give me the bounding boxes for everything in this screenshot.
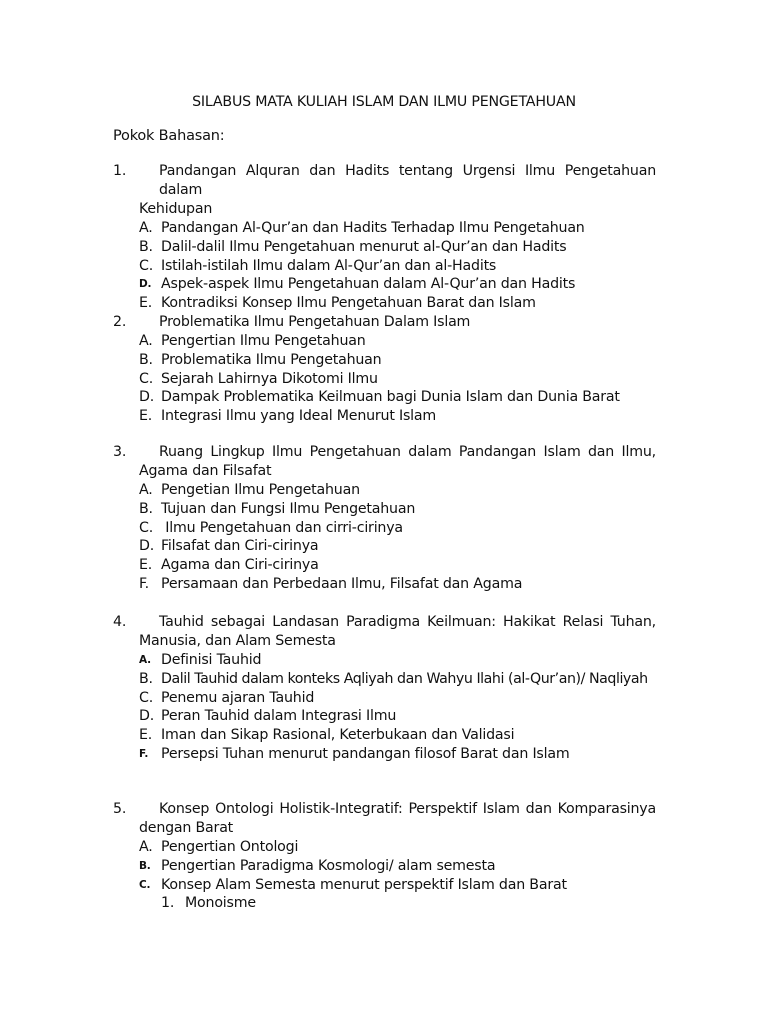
item-letter: E. xyxy=(139,557,153,574)
topic-title-continued: dengan Barat xyxy=(139,820,234,836)
item-letter: D. xyxy=(139,538,155,555)
topic-title: Tauhid sebagai Landasan Paradigma Keilmuan: Hakikat Relasi Tuhan, xyxy=(159,614,656,630)
item-text: Pengetian Ilmu Pengetahuan xyxy=(161,482,360,498)
list-item xyxy=(113,876,656,895)
topic-header xyxy=(113,162,656,219)
topic-section-5 xyxy=(113,800,656,913)
item-letter: B. xyxy=(139,670,153,687)
item-text: Penemu ajaran Tauhid xyxy=(161,689,315,706)
subtopic-list xyxy=(113,651,656,764)
item-text: Tujuan dan Fungsi Ilmu Pengetahuan xyxy=(161,500,416,517)
list-item xyxy=(113,351,656,370)
item-letter: B. xyxy=(139,859,151,872)
item-text: Persepsi Tuhan menurut pandangan filosof Barat dan Islam xyxy=(161,745,570,762)
list-item xyxy=(113,500,656,519)
topic-header xyxy=(113,613,656,651)
item-letter: D. xyxy=(139,278,152,291)
topic-number: 4. xyxy=(113,614,127,630)
item-letter: A. xyxy=(139,482,153,498)
topic-title-continued: Manusia, dan Alam Semesta xyxy=(139,633,336,649)
item-letter: A. xyxy=(139,220,153,236)
list-item xyxy=(113,726,656,745)
topic-number: 5. xyxy=(113,801,127,817)
topic-number: 3. xyxy=(113,444,127,460)
topic-section-1 xyxy=(113,162,656,313)
topic-header xyxy=(113,800,656,838)
item-text: Filsafat dan Ciri-cirinya xyxy=(161,538,319,555)
item-letter: C. xyxy=(139,370,154,387)
list-item xyxy=(113,219,656,238)
item-text: Iman dan Sikap Rasional, Keterbukaan dan Validasi xyxy=(161,727,515,744)
item-text: Problematika Ilmu Pengetahuan xyxy=(161,351,382,368)
item-text: Dalil Tauhid dalam konteks Aqliyah dan Wahyu Ilahi (al-Qur’an)/ Naqliyah xyxy=(161,670,648,687)
list-item xyxy=(113,275,656,294)
item-text: Aspek-aspek Ilmu Pengetahuan dalam Al-Qur’an dan Hadits xyxy=(161,276,576,293)
item-letter: D. xyxy=(139,708,155,725)
topic-section-3 xyxy=(113,443,656,594)
item-text: Ilmu Pengetahuan dan cirri-cirinya xyxy=(161,519,403,536)
topic-number: 2. xyxy=(113,314,127,330)
item-text: Pengertian Paradigma Kosmologi/ alam semesta xyxy=(161,857,496,874)
item-text: Istilah-istilah Ilmu dalam Al-Qur’an dan al-Hadits xyxy=(161,257,497,274)
item-text: Pandangan Al-Qur’an dan Hadits Terhadap Ilmu Pengetahuan xyxy=(161,220,585,236)
topic-header xyxy=(113,313,656,332)
item-text: Persamaan dan Perbedaan Ilmu, Filsafat dan Agama xyxy=(161,575,523,592)
list-item xyxy=(113,537,656,556)
topic-title-continued: Agama dan Filsafat xyxy=(139,463,272,479)
list-item xyxy=(113,238,656,257)
item-letter: A. xyxy=(139,333,153,349)
item-letter: E. xyxy=(139,408,153,425)
item-letter: C. xyxy=(139,519,154,536)
list-item xyxy=(113,707,656,726)
topic-number: 1. xyxy=(113,163,127,179)
item-letter: B. xyxy=(139,238,153,255)
nested-list-item xyxy=(113,894,656,913)
item-text: Kontradiksi Konsep Ilmu Pengetahuan Barat dan Islam xyxy=(161,295,536,312)
item-letter: C. xyxy=(139,257,154,274)
item-text: Definisi Tauhid xyxy=(161,652,262,668)
topic-header xyxy=(113,443,656,481)
list-item xyxy=(113,857,656,876)
topic-title: Pandangan Alquran dan Hadits tentang Urgensi Ilmu Pengetahuan dalam xyxy=(159,163,656,198)
item-letter: A. xyxy=(139,654,151,666)
list-item xyxy=(113,257,656,276)
item-letter: B. xyxy=(139,351,153,368)
item-text: Peran Tauhid dalam Integrasi Ilmu xyxy=(161,708,397,725)
list-item xyxy=(113,575,656,594)
item-text: Integrasi Ilmu yang Ideal Menurut Islam xyxy=(161,408,437,425)
item-letter: C. xyxy=(139,689,154,706)
list-item xyxy=(113,745,656,764)
subtopic-list xyxy=(113,219,656,313)
subtopic-list xyxy=(113,332,656,426)
list-item xyxy=(113,556,656,575)
list-item xyxy=(113,388,656,407)
topic-title: Problematika Ilmu Pengetahuan Dalam Islam xyxy=(159,314,471,330)
item-letter: E. xyxy=(139,295,153,312)
subtopic-list xyxy=(113,838,656,894)
document-title: SILABUS MATA KULIAH ISLAM DAN ILMU PENGETAHUAN xyxy=(192,94,576,110)
topic-section-4 xyxy=(113,613,656,764)
item-text: Dalil-dalil Ilmu Pengetahuan menurut al-Qur’an dan Hadits xyxy=(161,238,567,255)
list-item xyxy=(113,407,656,426)
list-item xyxy=(113,689,656,708)
item-text: Sejarah Lahirnya Dikotomi Ilmu xyxy=(161,370,378,387)
item-text: Pengertian Ontologi xyxy=(161,839,299,855)
item-letter: D. xyxy=(139,389,155,406)
topic-section-2 xyxy=(113,313,656,426)
topic-title: Ruang Lingkup Ilmu Pengetahuan dalam Pandangan Islam dan Ilmu, xyxy=(159,444,656,460)
list-item xyxy=(113,370,656,389)
item-text: Konsep Alam Semesta menurut perspektif Islam dan Barat xyxy=(161,876,567,893)
item-text: Pengertian Ilmu Pengetahuan xyxy=(161,333,366,349)
item-letter: F. xyxy=(139,575,149,592)
list-item xyxy=(113,651,656,670)
list-item xyxy=(113,481,656,500)
list-item xyxy=(113,519,656,538)
item-letter: F. xyxy=(139,747,149,760)
nested-item-text: Monoisme xyxy=(185,895,256,912)
item-letter: E. xyxy=(139,727,153,744)
section-heading: Pokok Bahasan: xyxy=(113,128,225,144)
list-item xyxy=(113,670,656,689)
item-text: Agama dan Ciri-cirinya xyxy=(161,557,319,574)
item-text: Dampak Problematika Keilmuan bagi Dunia Islam dan Dunia Barat xyxy=(161,389,620,406)
topic-title: Konsep Ontologi Holistik-Integratif: Perspektif Islam dan Komparasinya xyxy=(159,801,656,817)
nested-item-number: 1. xyxy=(161,895,175,912)
list-item xyxy=(113,332,656,351)
list-item xyxy=(113,838,656,857)
subtopic-list xyxy=(113,481,656,594)
item-letter: B. xyxy=(139,500,153,517)
item-letter: A. xyxy=(139,839,153,855)
item-letter: C. xyxy=(139,878,151,891)
list-item xyxy=(113,294,656,313)
topic-title-continued: Kehidupan xyxy=(139,201,213,217)
